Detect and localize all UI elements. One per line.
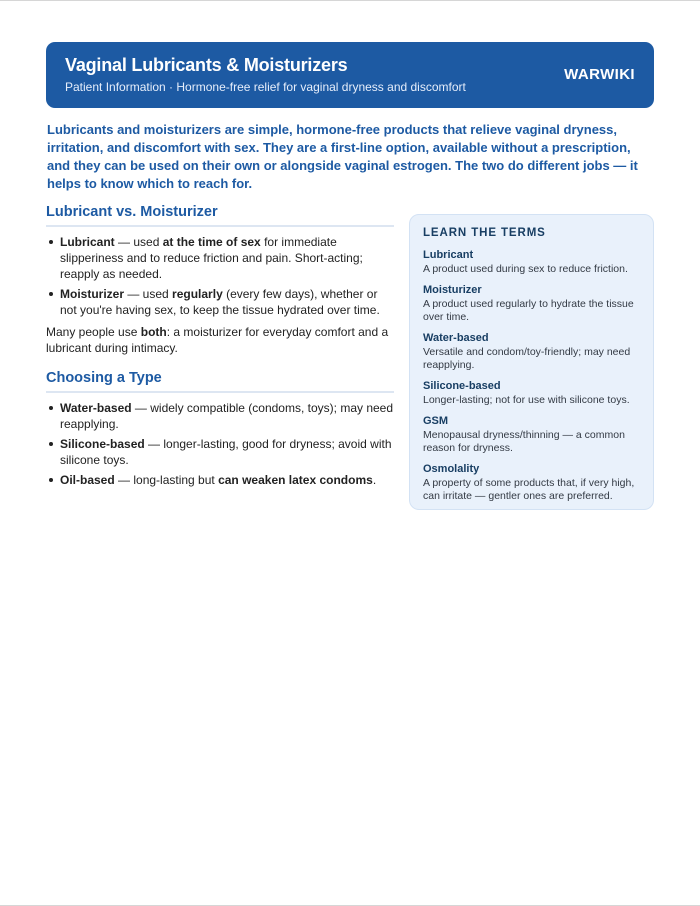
- para-emphasis: both: [140, 325, 167, 339]
- list-item: [46, 400, 394, 432]
- top-divider: [0, 0, 700, 1]
- bullet-text: for immediate slipperiness and to reduce friction and pain. Short-acting; reapply as needed.: [60, 235, 363, 281]
- section-title-choosing-a-type: Choosing a Type: [46, 370, 394, 393]
- brand-logo-text: WARWIKI: [564, 66, 635, 83]
- bullet-text: — used: [124, 287, 173, 301]
- list-item: [46, 286, 394, 318]
- glossary-term: Silicone-based: [423, 380, 501, 392]
- glossary-term: Osmolality: [423, 463, 480, 475]
- glossary-item: [423, 248, 640, 276]
- bullet-term: Oil-based: [60, 473, 115, 487]
- bullet-text: — used: [114, 235, 163, 249]
- list-item: [46, 472, 394, 488]
- bullet-emphasis: at the time of sex: [162, 235, 261, 249]
- bullet-term: Water-based: [60, 401, 132, 415]
- glossary-item: [423, 379, 640, 407]
- main-content: [46, 204, 394, 492]
- glossary-item: [423, 462, 640, 503]
- intro-paragraph: Lubricants and moisturizers are simple, hormone-free products that relieve vaginal dryness, irritation, and discomfort with sex. They are a first-line option, available without a prescription, and they can be used on their own or alongside vaginal estrogen. The two do different jobs — it helps to know which to reach for.: [47, 122, 638, 191]
- glossary-item: [423, 283, 640, 324]
- bullet-term: Moisturizer: [60, 287, 125, 301]
- glossary-term: GSM: [423, 415, 449, 427]
- bullet-term: Lubricant: [60, 235, 115, 249]
- bullet-text: .: [372, 473, 377, 487]
- glossary-definition: A property of some products that, if very high, can irritate — gentler ones are preferred.: [423, 477, 635, 502]
- bullet-text: (every few days), whether or not you're having sex, to keep the tissue hydrated over time.: [60, 287, 380, 317]
- glossary-definition: A product used during sex to reduce friction.: [423, 263, 628, 275]
- bullet-emphasis: can weaken latex condoms: [218, 473, 373, 487]
- glossary-item: [423, 414, 640, 455]
- sidebar-title: LEARN THE TERMS: [423, 227, 546, 239]
- bullet-term: Silicone-based: [60, 437, 145, 451]
- bullet-emphasis: regularly: [172, 287, 223, 301]
- glossary-term: Water-based: [423, 332, 489, 344]
- bullet-text: — longer-lasting, good for dryness; avoid with silicone toys.: [60, 437, 392, 467]
- header-banner: [46, 42, 654, 108]
- glossary-item: [423, 331, 640, 372]
- para-text: : a moisturizer for everyday comfort and a lubricant during intimacy.: [46, 325, 389, 355]
- lubricant-vs-moisturizer-list: [46, 234, 394, 318]
- page-subtitle: Patient Information · Hormone-free relief for vaginal dryness and discomfort: [65, 80, 466, 94]
- glossary-definition: A product used regularly to hydrate the tissue over time.: [423, 298, 634, 323]
- glossary-definition: Longer-lasting; not for use with silicone toys.: [423, 394, 630, 406]
- list-item: [46, 234, 394, 282]
- bullet-text: — widely compatible (condoms, toys); may need reapplying.: [60, 401, 394, 431]
- glossary-term: Lubricant: [423, 249, 474, 261]
- glossary-term: Moisturizer: [423, 284, 482, 296]
- page-title: Vaginal Lubricants & Moisturizers: [65, 55, 348, 75]
- bullet-text: — long-lasting but: [114, 473, 219, 487]
- glossary-definition: Versatile and condom/toy-friendly; may need reapplying.: [423, 346, 631, 371]
- section-title-lubricant-vs-moisturizer: Lubricant vs. Moisturizer: [46, 204, 394, 227]
- choosing-a-type-list: [46, 400, 394, 488]
- para-text: Many people use: [46, 325, 141, 339]
- both-note-paragraph: [46, 324, 394, 356]
- glossary-definition: Menopausal dryness/thinning — a common reason for dryness.: [423, 429, 625, 454]
- list-item: [46, 436, 394, 468]
- learn-the-terms-sidebar: [409, 214, 654, 510]
